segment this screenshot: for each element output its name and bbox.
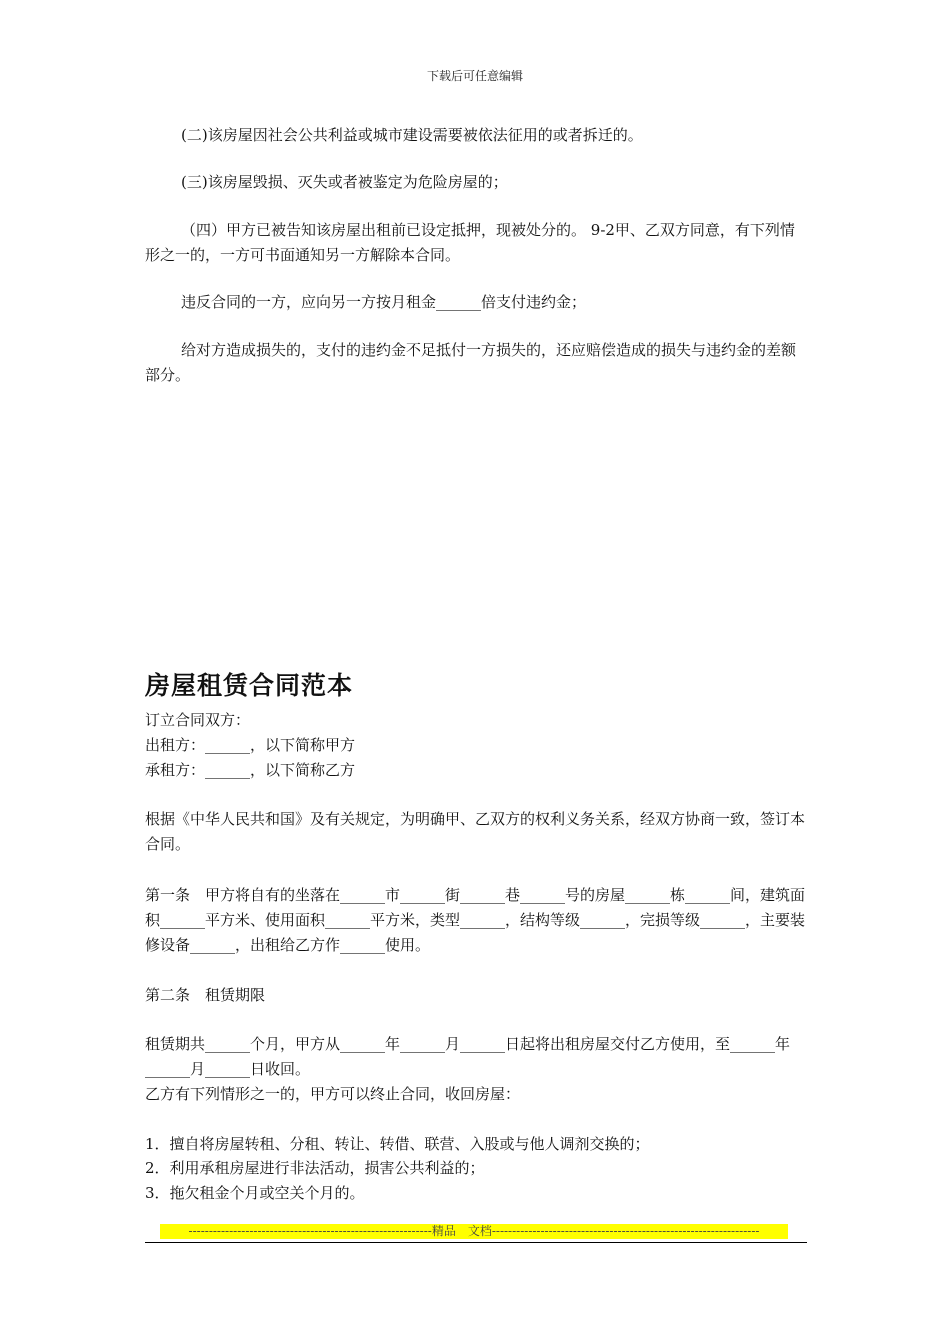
lessor-line: 出租方：______，以下简称甲方 [145,736,356,754]
list-item: 2．利用承租房屋进行非法活动，损害公共利益的； [145,1159,485,1177]
damages-paragraph: 给对方造成损失的，支付的违约金不足抵付一方损失的，还应赔偿造成的损失与违约金的差额部分。 [145,341,797,384]
contract-title: 房屋租赁合同范本 [145,671,354,700]
penalty-paragraph: 违反合同的一方，应向另一方按月租金______倍支付违约金； [181,293,587,311]
lessee-line: 承租方：______，以下简称乙方 [145,761,356,779]
parties-intro: 订立合同双方： [145,711,251,729]
lease-term-paragraph: 租赁期共______个月，甲方从______年______月______日起将出租房屋交付乙方使用，至______年______月______日收回。 [145,1035,791,1078]
footer-highlight-bar: ------------------------------------------------------------精品 文档------------------------------------------------------------------ [160,1224,788,1239]
page-header: 下载后可任意编辑 [426,69,523,83]
preamble-paragraph: 根据《中华人民共和国》及有关规定，为明确甲、乙双方的权利义务关系，经双方协商一致，签订本合同。 [145,810,806,853]
footer-divider [145,1242,807,1243]
article-1-paragraph: 第一条 甲方将自有的坐落在______市______街______巷______号的房屋______栋______间，建筑面积______平方米、使用面积______平方米，类型______，结构等级______，完损等级______，主要装修设备______，出租给乙方作______使用。 [145,886,806,954]
clause-2-paragraph: (二)该房屋因社会公共利益或城市建设需要被依法征用的或者拆迁的。 [181,126,643,144]
article-2-heading: 第二条 租赁期限 [145,986,266,1004]
clause-3-paragraph: (三)该房屋毁损、灭失或者被鉴定为危险房屋的； [181,173,508,191]
list-item: 1．擅自将房屋转租、分租、转让、转借、联营、入股或与他人调剂交换的； [145,1135,650,1153]
list-item: 3．拖欠租金个月或空关个月的。 [145,1184,365,1202]
termination-intro: 乙方有下列情形之一的，甲方可以终止合同，收回房屋： [145,1085,521,1103]
clause-4-paragraph: （四）甲方已被告知该房屋出租前已设定抵押，现被处分的。 9-2甲、乙双方同意，有下列情形之一的，一方可书面通知另一方解除本合同。 [145,221,795,264]
